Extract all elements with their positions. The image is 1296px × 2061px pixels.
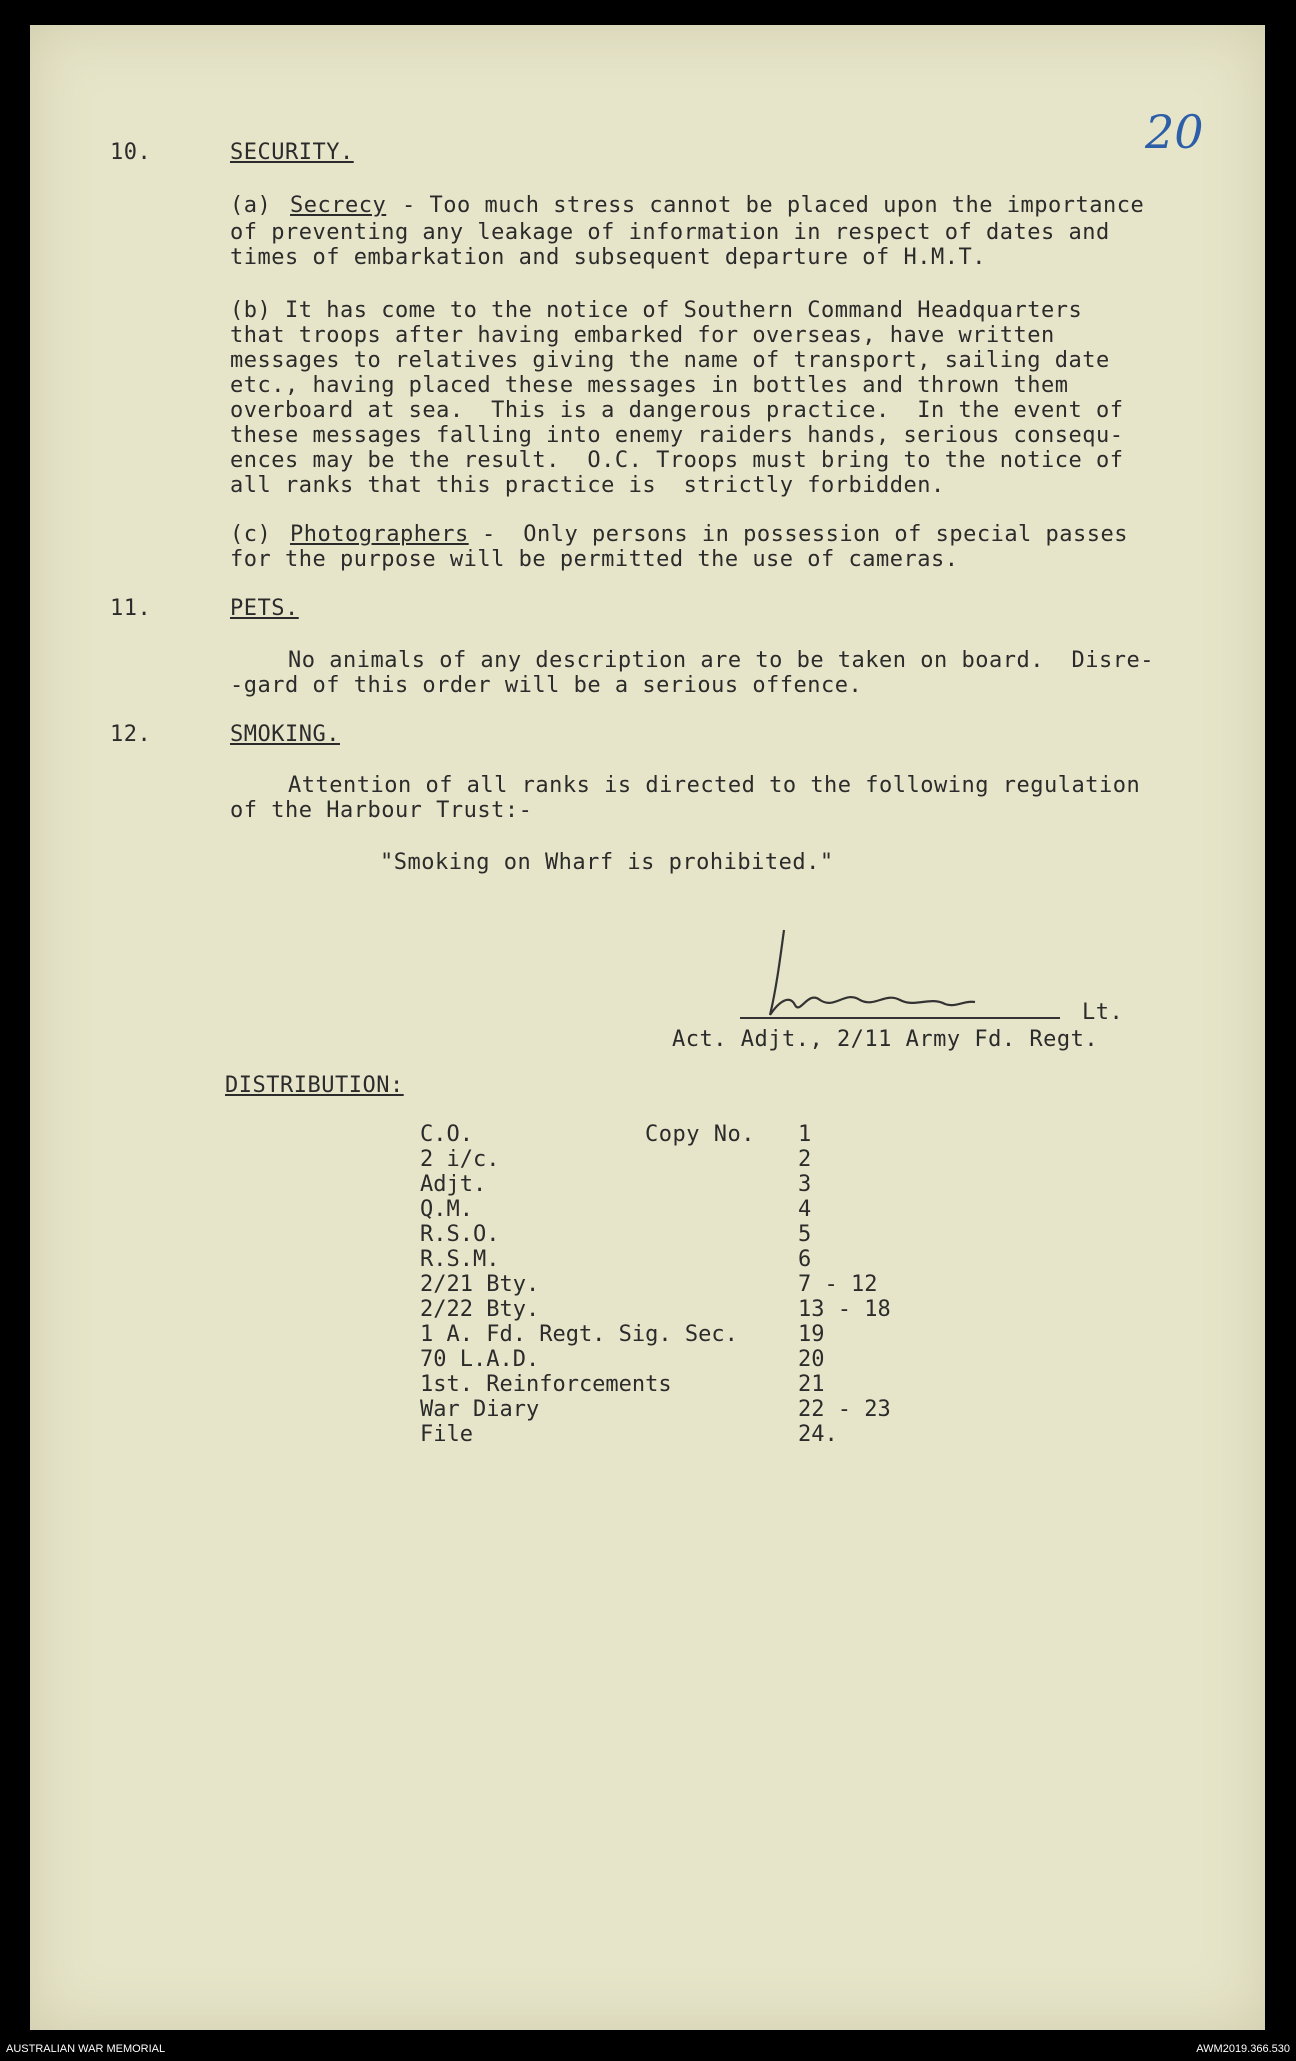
distribution-copy-number: 13 - 18 [798,1297,891,1322]
distribution-copy-number: 21 [798,1372,825,1397]
distribution-copy-number: 1 [798,1122,812,1147]
para-a-line-1: - Too much stress cannot be placed upon the importance [402,193,1145,218]
distribution-heading: DISTRIBUTION: [225,1073,404,1098]
distribution-copy-number: 2 [798,1147,812,1172]
para-a-label: (a) [230,193,272,218]
distribution-row [420,1372,891,1397]
para-c-label: (c) [230,522,272,547]
handwritten-page-number: 20 [1145,105,1204,159]
distribution-copy-number: 5 [798,1222,812,1247]
distribution-copy-number: 3 [798,1172,812,1197]
distribution-copy-number: 6 [798,1247,812,1272]
section-heading-security: SECURITY. [230,140,354,165]
smoking-quote: "Smoking on Wharf is prohibited." [380,850,834,875]
para-c-line-1: - Only persons in possession of special passes [482,522,1129,547]
distribution-recipient: Adjt. [420,1172,487,1197]
distribution-row [420,1172,891,1197]
signature-title: Act. Adjt., 2/11 Army Fd. Regt. [672,1027,1099,1052]
distribution-copy-number: 19 [798,1322,825,1347]
para-b-line-8: all ranks that this practice is strictly forbidden. [230,473,945,498]
distribution-recipient: 70 L.A.D. [420,1347,540,1372]
distribution-list [420,1122,891,1447]
distribution-row [420,1297,891,1322]
distribution-row [420,1147,891,1172]
para-b-line-3: messages to relatives giving the name of transport, sailing date [230,348,1110,373]
section-number-smoking: 12. [110,722,152,747]
archive-footer [0,2035,1296,2061]
distribution-row [420,1347,891,1372]
distribution-recipient: 2/22 Bty. [420,1297,540,1322]
distribution-row [420,1197,891,1222]
distribution-recipient: C.O. [420,1122,473,1147]
smoking-line-1: Attention of all ranks is directed to the following regulation [288,773,1141,798]
para-b-line-4: etc., having placed these messages in bottles and thrown them [230,373,1069,398]
distribution-row [420,1422,891,1447]
signature-rank: Lt. [1082,1000,1124,1025]
distribution-recipient: War Diary [420,1397,540,1422]
smoking-line-2: of the Harbour Trust:- [230,798,533,823]
distribution-recipient: 1 A. Fd. Regt. Sig. Sec. [420,1322,738,1347]
distribution-row [420,1222,891,1247]
distribution-row [420,1397,891,1422]
distribution-row [420,1322,891,1347]
copy-number-label: Copy No. [645,1122,755,1147]
handwritten-signature [740,920,1060,1030]
section-number-security: 10. [110,140,152,165]
para-b-line-1: (b) It has come to the notice of Southern Command Headquarters [230,298,1083,323]
section-number-pets: 11. [110,596,152,621]
distribution-copy-number: 24. [798,1422,838,1447]
distribution-recipient: File [420,1422,473,1447]
distribution-copy-number: 7 - 12 [798,1272,878,1297]
para-b-line-2: that troops after having embarked for overseas, have written [230,323,1055,348]
section-heading-pets: PETS. [230,596,299,621]
distribution-recipient: 2 i/c. [420,1147,500,1172]
distribution-recipient: R.S.O. [420,1222,500,1247]
para-a-line-2: of preventing any leakage of information in respect of dates and [230,220,1110,245]
distribution-copy-number: 22 - 23 [798,1397,891,1422]
para-c-line-2: for the purpose will be permitted the use of cameras. [230,547,959,572]
para-a-title: Secrecy [290,193,387,218]
distribution-copy-number: 20 [798,1347,825,1372]
para-a-line-3: times of embarkation and subsequent departure of H.M.T. [230,245,986,270]
distribution-copy-number: 4 [798,1197,812,1222]
section-heading-smoking: SMOKING. [230,722,340,747]
para-b-line-7: ences may be the result. O.C. Troops must bring to the notice of [230,448,1124,473]
pets-line-1: No animals of any description are to be taken on board. Disre- [288,648,1154,673]
para-b-line-5: overboard at sea. This is a dangerous practice. In the event of [230,398,1124,423]
para-c-title: Photographers [290,522,469,547]
distribution-row [420,1272,891,1297]
distribution-recipient: 1st. Reinforcements [420,1372,672,1397]
distribution-row [420,1122,891,1147]
footer-reference: AWM2019.366.530 [1196,2043,1290,2055]
distribution-recipient: 2/21 Bty. [420,1272,540,1297]
distribution-recipient: R.S.M. [420,1247,500,1272]
distribution-recipient: Q.M. [420,1197,473,1222]
para-b-line-6: these messages falling into enemy raiders hands, serious consequ- [230,423,1124,448]
footer-institution: AUSTRALIAN WAR MEMORIAL [6,2043,166,2055]
distribution-row [420,1247,891,1272]
pets-line-2: -gard of this order will be a serious offence. [230,673,863,698]
